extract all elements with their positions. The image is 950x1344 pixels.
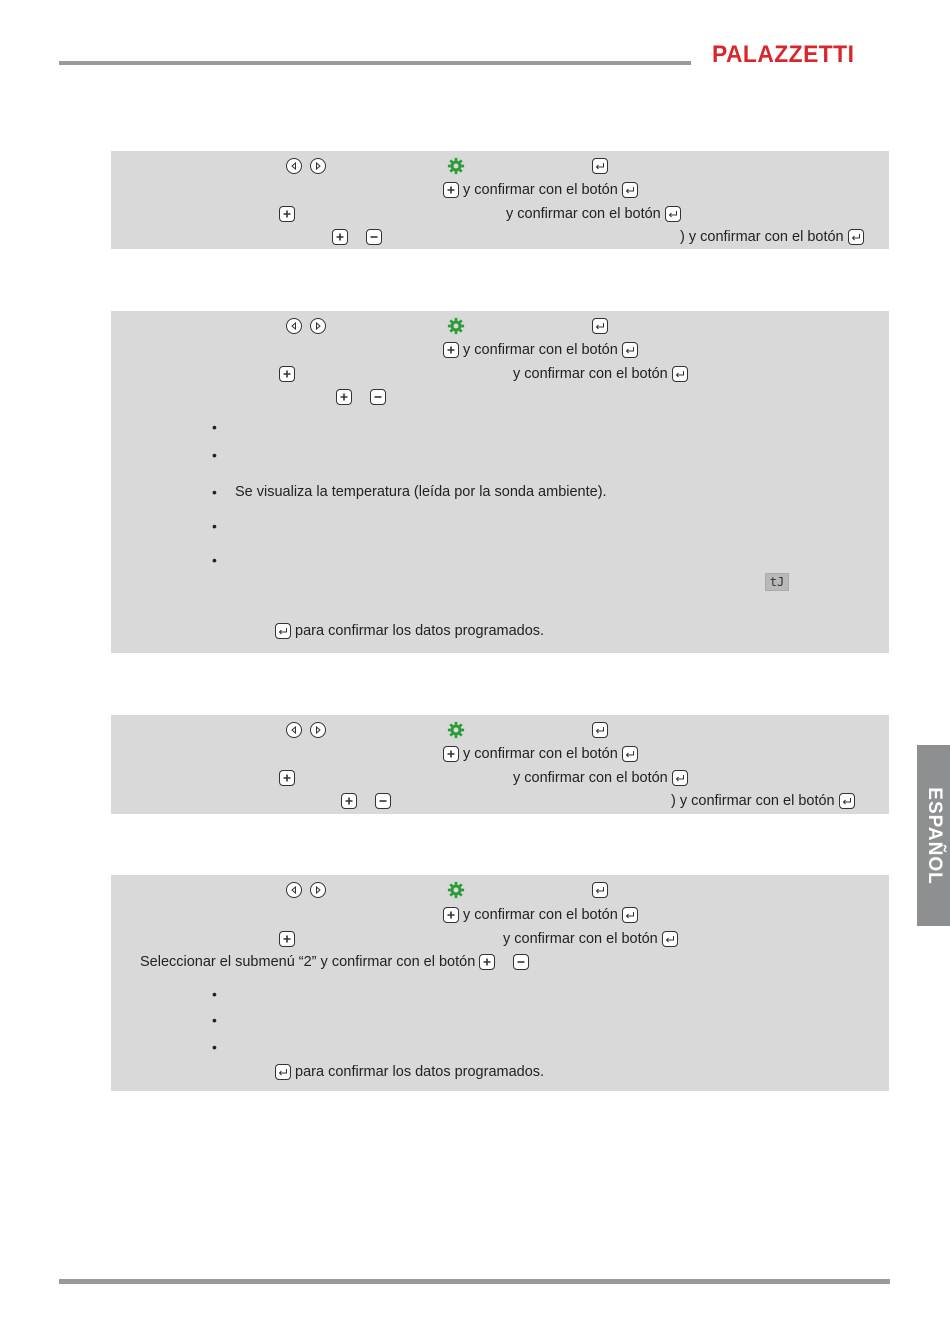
enter-icon — [592, 882, 608, 898]
enter-icon — [665, 206, 681, 222]
plus-icon — [443, 182, 459, 198]
plus-icon — [443, 746, 459, 762]
confirm-text: y confirmar con el botón — [513, 770, 668, 787]
confirm-text: y confirmar con el botón — [513, 366, 668, 383]
arrow-right-icon — [310, 318, 326, 334]
enter-icon — [622, 182, 638, 198]
arrow-right-icon — [310, 722, 326, 738]
minus-icon — [366, 229, 382, 245]
minus-icon — [375, 793, 391, 809]
enter-icon — [275, 623, 291, 639]
enter-icon — [672, 770, 688, 786]
instruction-panel-2 — [111, 311, 889, 653]
temperature-note: Se visualiza la temperatura (leída por la sonda ambiente). — [235, 484, 607, 501]
instruction-panel-1 — [111, 151, 889, 249]
select-submenu-text: Seleccionar el submenú “2” y confirmar con el botón — [140, 954, 476, 971]
confirm-text: y confirmar con el botón — [463, 746, 618, 763]
enter-icon — [662, 931, 678, 947]
brand-logo: PALAZZETTI — [712, 41, 855, 68]
plus-icon — [336, 389, 352, 405]
arrow-left-icon — [286, 882, 302, 898]
plus-icon — [279, 366, 295, 382]
enter-icon — [592, 722, 608, 738]
confirm-text: y confirmar con el botón — [463, 342, 618, 359]
confirm-text: y confirmar con el botón — [463, 182, 618, 199]
plus-icon — [279, 206, 295, 222]
instruction-panel-4 — [111, 875, 889, 1091]
bullet-dot: • — [212, 1039, 217, 1055]
enter-icon — [848, 229, 864, 245]
instruction-panel-3 — [111, 715, 889, 814]
arrow-left-icon — [286, 158, 302, 174]
confirm-text: ) y confirmar con el botón — [671, 793, 835, 810]
bullet-dot: • — [212, 518, 217, 534]
plus-icon — [443, 907, 459, 923]
arrow-left-icon — [286, 318, 302, 334]
arrow-left-icon — [286, 722, 302, 738]
bullet-dot: • — [212, 419, 217, 435]
plus-icon — [443, 342, 459, 358]
plus-icon — [479, 954, 495, 970]
bullet-dot: • — [212, 986, 217, 1002]
plus-icon — [332, 229, 348, 245]
top-rule — [59, 61, 691, 65]
bullet-dot: • — [212, 484, 217, 500]
enter-icon — [672, 366, 688, 382]
confirm-data-text: para confirmar los datos programados. — [295, 623, 545, 640]
enter-icon — [622, 746, 638, 762]
gear-icon — [447, 721, 465, 739]
enter-icon — [275, 1064, 291, 1080]
gear-icon — [447, 317, 465, 335]
plus-icon — [279, 931, 295, 947]
gear-icon — [447, 157, 465, 175]
gear-icon — [447, 881, 465, 899]
enter-icon — [592, 158, 608, 174]
plus-icon — [279, 770, 295, 786]
arrow-right-icon — [310, 882, 326, 898]
enter-icon — [622, 907, 638, 923]
bullet-dot: • — [212, 552, 217, 568]
enter-icon — [622, 342, 638, 358]
bottom-rule — [59, 1279, 890, 1284]
confirm-text: y confirmar con el botón — [506, 206, 661, 223]
confirm-text: y confirmar con el botón — [503, 931, 658, 948]
confirm-data-text: para confirmar los datos programados. — [295, 1064, 545, 1081]
plus-icon — [341, 793, 357, 809]
display-symbol: tJ — [765, 573, 789, 591]
minus-icon — [370, 389, 386, 405]
minus-icon — [513, 954, 529, 970]
language-tab — [917, 745, 950, 926]
language-tab-label: ESPAÑOL — [923, 786, 945, 885]
bullet-dot: • — [212, 1012, 217, 1028]
confirm-text: y confirmar con el botón — [463, 907, 618, 924]
enter-icon — [592, 318, 608, 334]
bullet-dot: • — [212, 447, 217, 463]
enter-icon — [839, 793, 855, 809]
arrow-right-icon — [310, 158, 326, 174]
confirm-text: ) y confirmar con el botón — [680, 229, 844, 246]
